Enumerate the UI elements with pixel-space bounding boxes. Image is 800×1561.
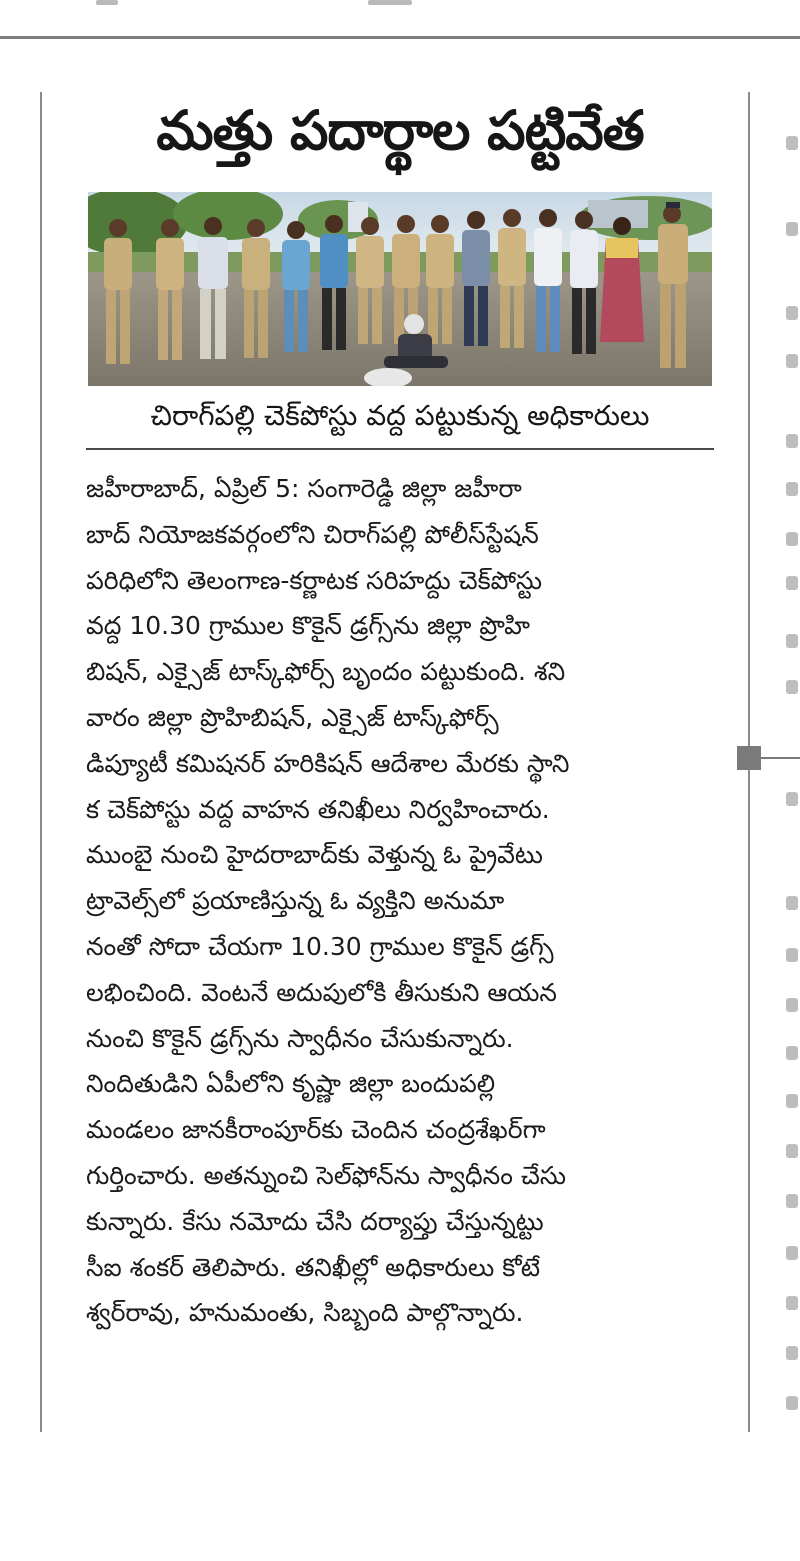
body-line: మండలం జానకీరాంపూర్‌కు చెందిన చంద్రశేఖర్‌గా bbox=[86, 1115, 546, 1145]
body-line: బాద్ నియోజకవర్గంలోని చిరాగ్‌పల్లి పోలీస్‌స్టేషన్ bbox=[86, 519, 539, 549]
body-line: నుంచి కొకైన్ డ్రగ్స్‌ను స్వాధీనం చేసుకున్నారు. bbox=[86, 1023, 514, 1053]
body-line: పరిధిలోని తెలంగాణ-కర్ణాటక సరిహద్దు చెక్‌పోస్టు bbox=[86, 565, 543, 595]
body-line: ముంబై నుంచి హైదరాబాద్‌కు వెళ్తున్న ఓ ప్రైవేటు bbox=[86, 840, 543, 870]
body-line: వద్ద 10.30 గ్రాముల కొకైన్ డ్రగ్స్‌ను జిల్లా ప్రొహి bbox=[86, 611, 530, 641]
news-photo bbox=[88, 192, 712, 386]
body-line: క చెక్‌పోస్టు వద్ద వాహన తనిఖీలు నిర్వహించారు. bbox=[86, 794, 550, 824]
body-line: ట్రావెల్స్‌లో ప్రయాణిస్తున్న ఓ వ్యక్తిని అనుమా bbox=[86, 886, 505, 916]
body-line: లభించింది. వెంటనే అదుపులోకి తీసుకుని ఆయన bbox=[86, 977, 557, 1007]
body-line: డిప్యూటీ కమిషనర్ హరికిషన్ ఆదేశాల మేరకు స్థాని bbox=[86, 748, 570, 778]
body-line: నంతో సోదా చేయగా 10.30 గ్రాముల కొకైన్ డ్రగ్స్ bbox=[86, 931, 554, 961]
adjacent-column-fragment bbox=[786, 100, 800, 1440]
article-headline: మత్తు పదార్థాల పట్టివేత bbox=[156, 99, 644, 162]
body-line: వారం జిల్లా ప్రొహిబిషన్, ఎక్సైజ్ టాస్క్‌ఫోర్స్ bbox=[86, 702, 499, 732]
body-line: బిషన్, ఎక్సైజ్ టాస్క్‌ఫోర్స్ బృందం పట్టుకుంది. శని bbox=[86, 657, 566, 687]
caption-divider-rule bbox=[86, 448, 714, 450]
article-body bbox=[86, 466, 718, 1336]
cropped-top-fragment bbox=[0, 0, 800, 8]
body-line: సీఐ శంకర్ తెలిపారు. తనిఖీల్లో అధికారులు కోటే bbox=[86, 1252, 541, 1282]
body-line: జహీరాబాద్, ఏప్రిల్ 5: సంగారెడ్డి జిల్లా జహీరా bbox=[86, 474, 522, 503]
body-line: కున్నారు. కేసు నమోదు చేసి దర్యాప్తు చేస్తున్నట్టు bbox=[86, 1206, 544, 1236]
body-line: శ్వర్‌రావు, హనుమంతు, సిబ్బంది పాల్గొన్నారు. bbox=[86, 1298, 524, 1328]
photo-caption: చిరాగ్‌పల్లి చెక్‌పోస్టు వద్ద పట్టుకున్న అధికారులు bbox=[150, 399, 650, 432]
top-divider-rule bbox=[0, 36, 800, 39]
column-marker bbox=[737, 746, 761, 770]
left-column-rule bbox=[40, 92, 42, 1432]
body-line: గుర్తించారు. అతన్నుంచి సెల్‌ఫోన్‌ను స్వాధీనం చేసు bbox=[86, 1160, 567, 1190]
body-line: నిందితుడిని ఏపీలోని కృష్ణా జిల్లా బందుపల్లి bbox=[86, 1069, 496, 1099]
